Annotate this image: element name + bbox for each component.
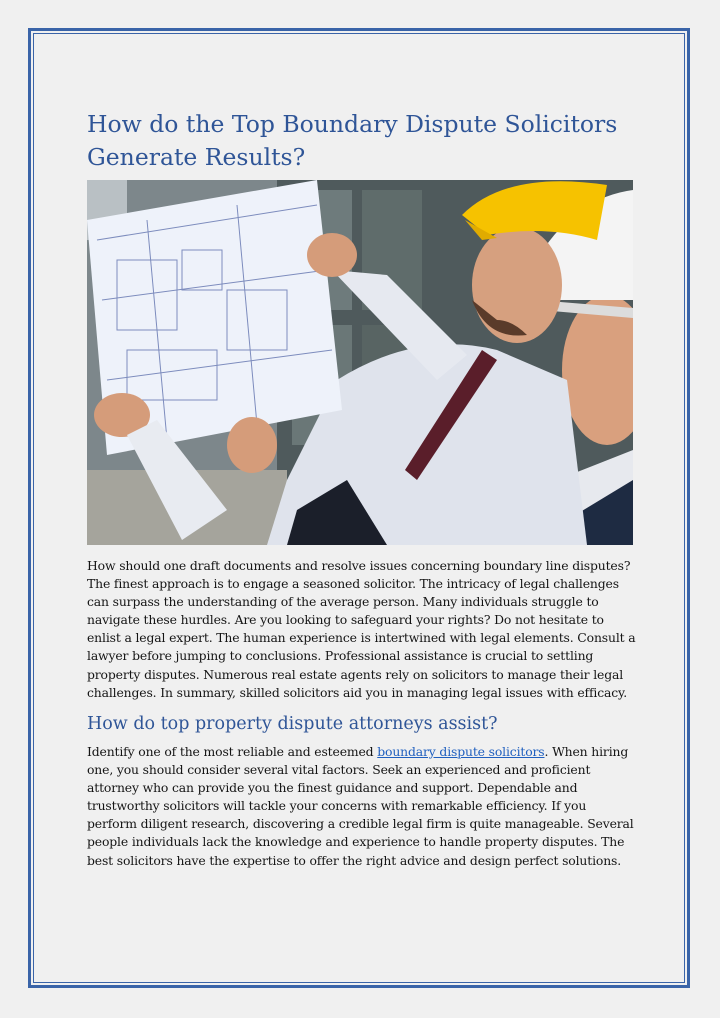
- body-paragraph: [87, 743, 639, 870]
- paragraph-text-end: . When hiring one, you should consider several vital factors. Seek an experienced and proficient attorney who can provide you the finest guidance and support. Dependable and trustworthy solicitors will tackle your concerns with remarkable efficiency. If you perform diligent research, discovering a credible legal firm is quite manageable. Several people individuals lack the knowledge and experience to handle property disputes. The best solicitors have the expertise to offer the right advice and design perfect solutions.: [87, 744, 634, 868]
- hero-photo: [87, 180, 633, 545]
- section-heading: How do top property dispute attorneys assist?: [87, 714, 498, 734]
- boundary-dispute-solicitors-link[interactable]: boundary dispute solicitors: [377, 744, 545, 759]
- paragraph-text-start: Identify one of the most reliable and esteemed: [87, 744, 378, 759]
- intro-paragraph: How should one draft documents and resolve issues concerning boundary line disputes? The finest approach is to engage a seasoned solicitor. The intricacy of legal challenges can surpass the understanding of the average person. Many individuals struggle to navigate these hurdles. Are you looking to safeguard your rights? Do not hesitate to enlist a legal expert. The human experience is intertwined with legal elements. Consult a lawyer before jumping to conclusions. Professional assistance is crucial to settling property disputes. Numerous real estate agents rely on solicitors to manage their legal challenges. In summary, skilled solicitors aid you in managing legal issues with efficacy.: [87, 558, 636, 700]
- hero-illustration: [87, 180, 633, 545]
- page-title: How do the Top Boundary Dispute Solicitors Generate Results?: [87, 110, 618, 171]
